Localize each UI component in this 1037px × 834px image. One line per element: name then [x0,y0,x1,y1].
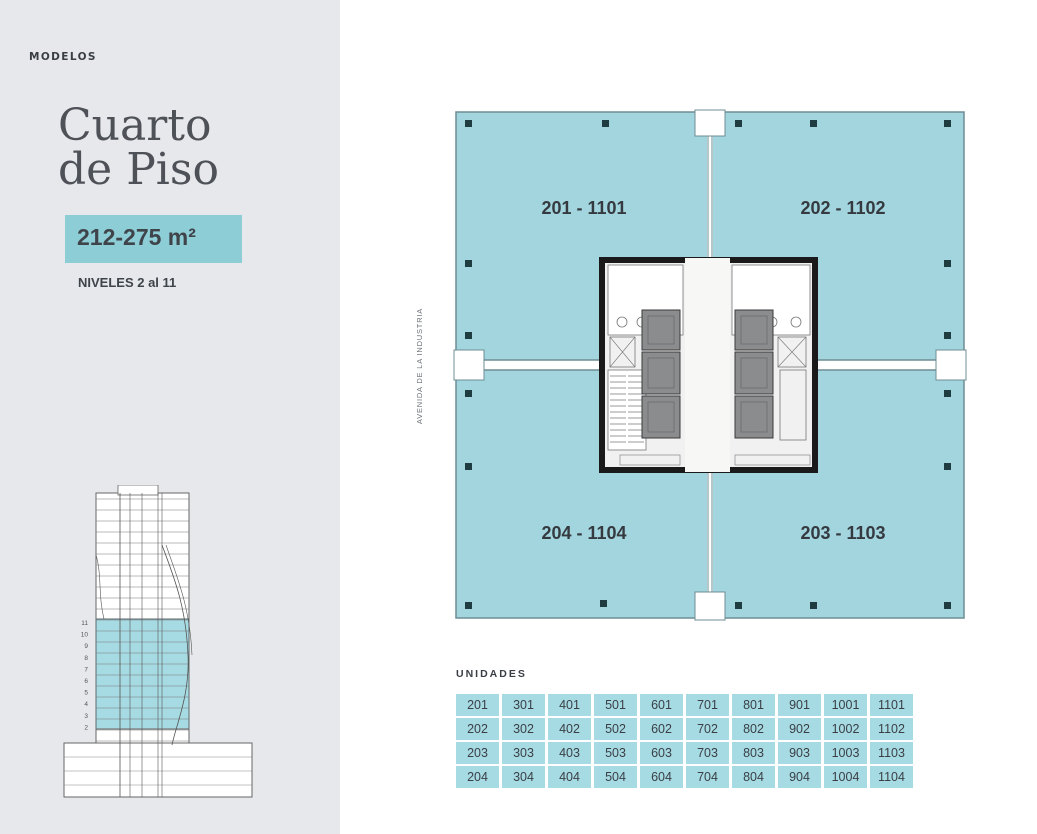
floor-number: 6 [84,678,88,685]
area-range: 212-275 m² [77,224,196,250]
floor-number: 7 [84,666,88,674]
units-heading: UNIDADES [456,668,527,680]
unit-cell[interactable]: 1001 [824,694,867,716]
unit-cell[interactable]: 502 [594,718,637,740]
unit-cell[interactable]: 304 [502,766,545,788]
unit-cell[interactable]: 303 [502,742,545,764]
unit-cell[interactable]: 802 [732,718,775,740]
unit-cell[interactable]: 1101 [870,694,913,716]
unit-cell[interactable]: 504 [594,766,637,788]
floor-number: 9 [84,643,88,651]
unit-cell[interactable]: 503 [594,742,637,764]
unit-cell[interactable]: 704 [686,766,729,788]
unit-label-top-right: 202 - 1102 [800,198,886,218]
unit-cell[interactable]: 604 [640,766,683,788]
floor-number: 8 [84,654,88,662]
unit-cell[interactable]: 301 [502,694,545,716]
floor-number: 5 [84,689,88,697]
section-label: MODELOS [29,51,97,63]
model-title [58,100,219,195]
levels-label: NIVELES 2 al 11 [78,275,177,290]
units-row [456,766,916,788]
units-table [456,694,916,790]
unit-cell[interactable]: 404 [548,766,591,788]
unit-cell[interactable]: 801 [732,694,775,716]
unit-cell[interactable]: 701 [686,694,729,716]
unit-cell[interactable]: 1104 [870,766,913,788]
unit-cell[interactable]: 902 [778,718,821,740]
unit-label-top-left: 201 - 1101 [541,198,627,218]
units-row [456,694,916,716]
title-line-1: Cuarto [58,100,212,151]
unit-cell[interactable]: 1002 [824,718,867,740]
floor-number: 2 [84,724,88,732]
unit-cell[interactable]: 804 [732,766,775,788]
unit-label-bottom-right: 203 - 1103 [800,523,886,543]
unit-cell[interactable]: 601 [640,694,683,716]
floor-number: 10 [80,631,88,639]
unit-cell[interactable]: 602 [640,718,683,740]
unit-cell[interactable]: 703 [686,742,729,764]
building-elevation [58,485,258,800]
unit-cell[interactable]: 201 [456,694,499,716]
unit-cell[interactable]: 603 [640,742,683,764]
unit-cell[interactable]: 904 [778,766,821,788]
unit-cell[interactable]: 204 [456,766,499,788]
unit-cell[interactable]: 901 [778,694,821,716]
floor-number: 4 [84,701,88,709]
unit-cell[interactable]: 1102 [870,718,913,740]
unit-cell[interactable]: 1103 [870,742,913,764]
unit-cell[interactable]: 903 [778,742,821,764]
floor-number: 3 [84,712,88,720]
sidebar [0,0,340,834]
unit-cell[interactable]: 1003 [824,742,867,764]
floor-plan [410,100,970,625]
floor-number: 11 [81,620,88,627]
units-row [456,742,916,764]
street-label: AVENIDA DE LA INDUSTRIA [415,307,424,425]
unit-cell[interactable]: 702 [686,718,729,740]
unit-cell[interactable]: 202 [456,718,499,740]
unit-cell[interactable]: 302 [502,718,545,740]
unit-cell[interactable]: 402 [548,718,591,740]
unit-cell[interactable]: 403 [548,742,591,764]
unit-label-bottom-left: 204 - 1104 [541,523,627,543]
unit-cell[interactable]: 1004 [824,766,867,788]
title-line-2: de Piso [58,144,219,195]
units-row [456,718,916,740]
area-badge [65,215,242,263]
unit-cell[interactable]: 203 [456,742,499,764]
unit-cell[interactable]: 401 [548,694,591,716]
unit-cell[interactable]: 803 [732,742,775,764]
unit-cell[interactable]: 501 [594,694,637,716]
